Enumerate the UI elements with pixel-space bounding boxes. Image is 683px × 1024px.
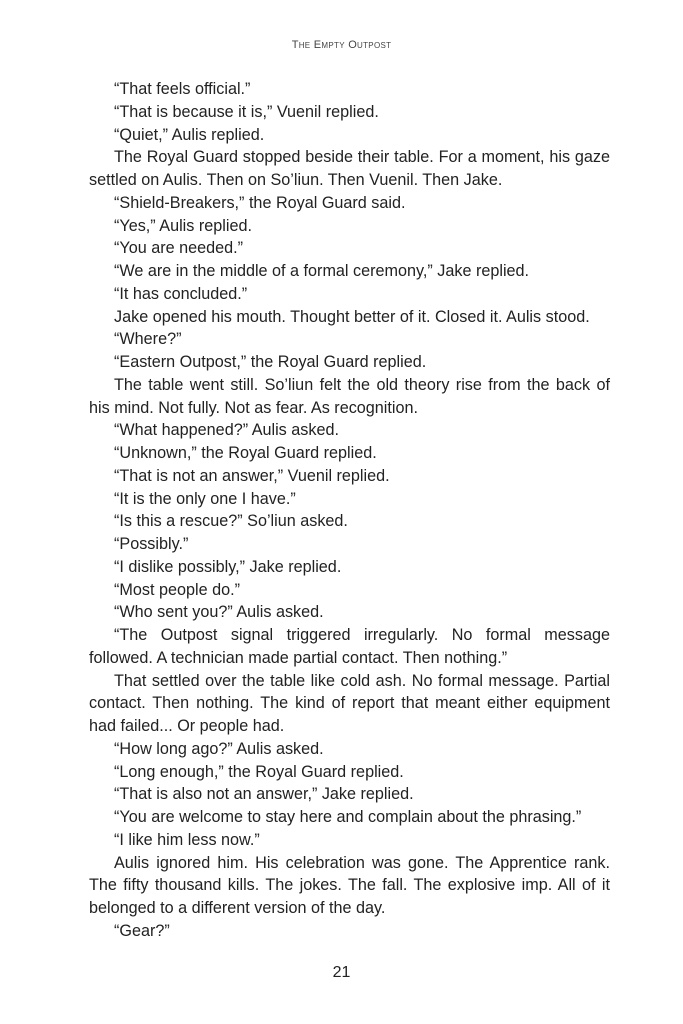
running-head-title: The Empty Outpost bbox=[291, 39, 392, 51]
paragraph: “That is also not an answer,” Jake replied. bbox=[114, 785, 414, 804]
paragraph: “I dislike possibly,” Jake replied. bbox=[114, 557, 342, 576]
paragraph: That settled over the table like cold ash. No formal message. Partial contact. Then nothing. The kind of report that meant either equipment had failed... Or people had. bbox=[89, 671, 610, 735]
paragraph: “How long ago?” Aulis asked. bbox=[114, 739, 324, 758]
paragraph: “Most people do.” bbox=[114, 580, 240, 599]
paragraph: “The Outpost signal triggered irregularly. No formal message followed. A technician made partial contact. Then nothing.” bbox=[89, 626, 610, 667]
paragraph: “You are needed.” bbox=[114, 239, 244, 258]
paragraph: “Gear?” bbox=[114, 921, 170, 940]
paragraph: “Unknown,” the Royal Guard replied. bbox=[114, 444, 377, 462]
page-number: 21 bbox=[332, 964, 351, 981]
paragraph: “Possibly.” bbox=[114, 535, 189, 553]
paragraph: “Who sent you?” Aulis asked. bbox=[114, 603, 324, 622]
paragraph: “That is not an answer,” Vuenil replied. bbox=[114, 466, 390, 485]
paragraph: “What happened?” Aulis asked. bbox=[114, 421, 339, 440]
paragraph: “Long enough,” the Royal Guard replied. bbox=[114, 762, 404, 781]
paragraph: The table went still. So’liun felt the old theory rise from the back of his mind. Not fully. Not as fear. As recognition. bbox=[89, 375, 610, 417]
paragraph: “It has concluded.” bbox=[114, 284, 248, 303]
paragraph: Aulis ignored him. His celebration was gone. The Apprentice rank. The fifty thousand kills. The jokes. The fall. The explosive imp. All of it belonged to a different version of the day. bbox=[89, 853, 610, 917]
paragraph: “Yes,” Aulis replied. bbox=[114, 216, 252, 235]
paragraph: “Shield-Breakers,” the Royal Guard said. bbox=[114, 193, 406, 212]
paragraph: “You are welcome to stay here and complain about the phrasing.” bbox=[114, 808, 582, 826]
paragraph: “Where?” bbox=[114, 330, 182, 349]
paragraph: “Quiet,” Aulis replied. bbox=[114, 125, 265, 144]
paragraph: Jake opened his mouth. Thought better of it. Closed it. Aulis stood. bbox=[114, 307, 590, 326]
paragraph: “I like him less now.” bbox=[114, 830, 260, 849]
paragraph: “That feels official.” bbox=[114, 80, 251, 98]
paragraph: The Royal Guard stopped beside their table. For a moment, his gaze settled on Aulis. Then on So’liun. Then Vuenil. Then Jake. bbox=[89, 148, 610, 189]
body-text bbox=[89, 78, 610, 943]
paragraph: “It is the only one I have.” bbox=[114, 489, 296, 508]
paragraph: “That is because it is,” Vuenil replied. bbox=[114, 102, 379, 121]
paragraph: “We are in the middle of a formal ceremony,” Jake replied. bbox=[114, 262, 530, 280]
paragraph: “Eastern Outpost,” the Royal Guard replied. bbox=[114, 353, 427, 371]
paragraph: “Is this a rescue?” So’liun asked. bbox=[114, 512, 348, 531]
